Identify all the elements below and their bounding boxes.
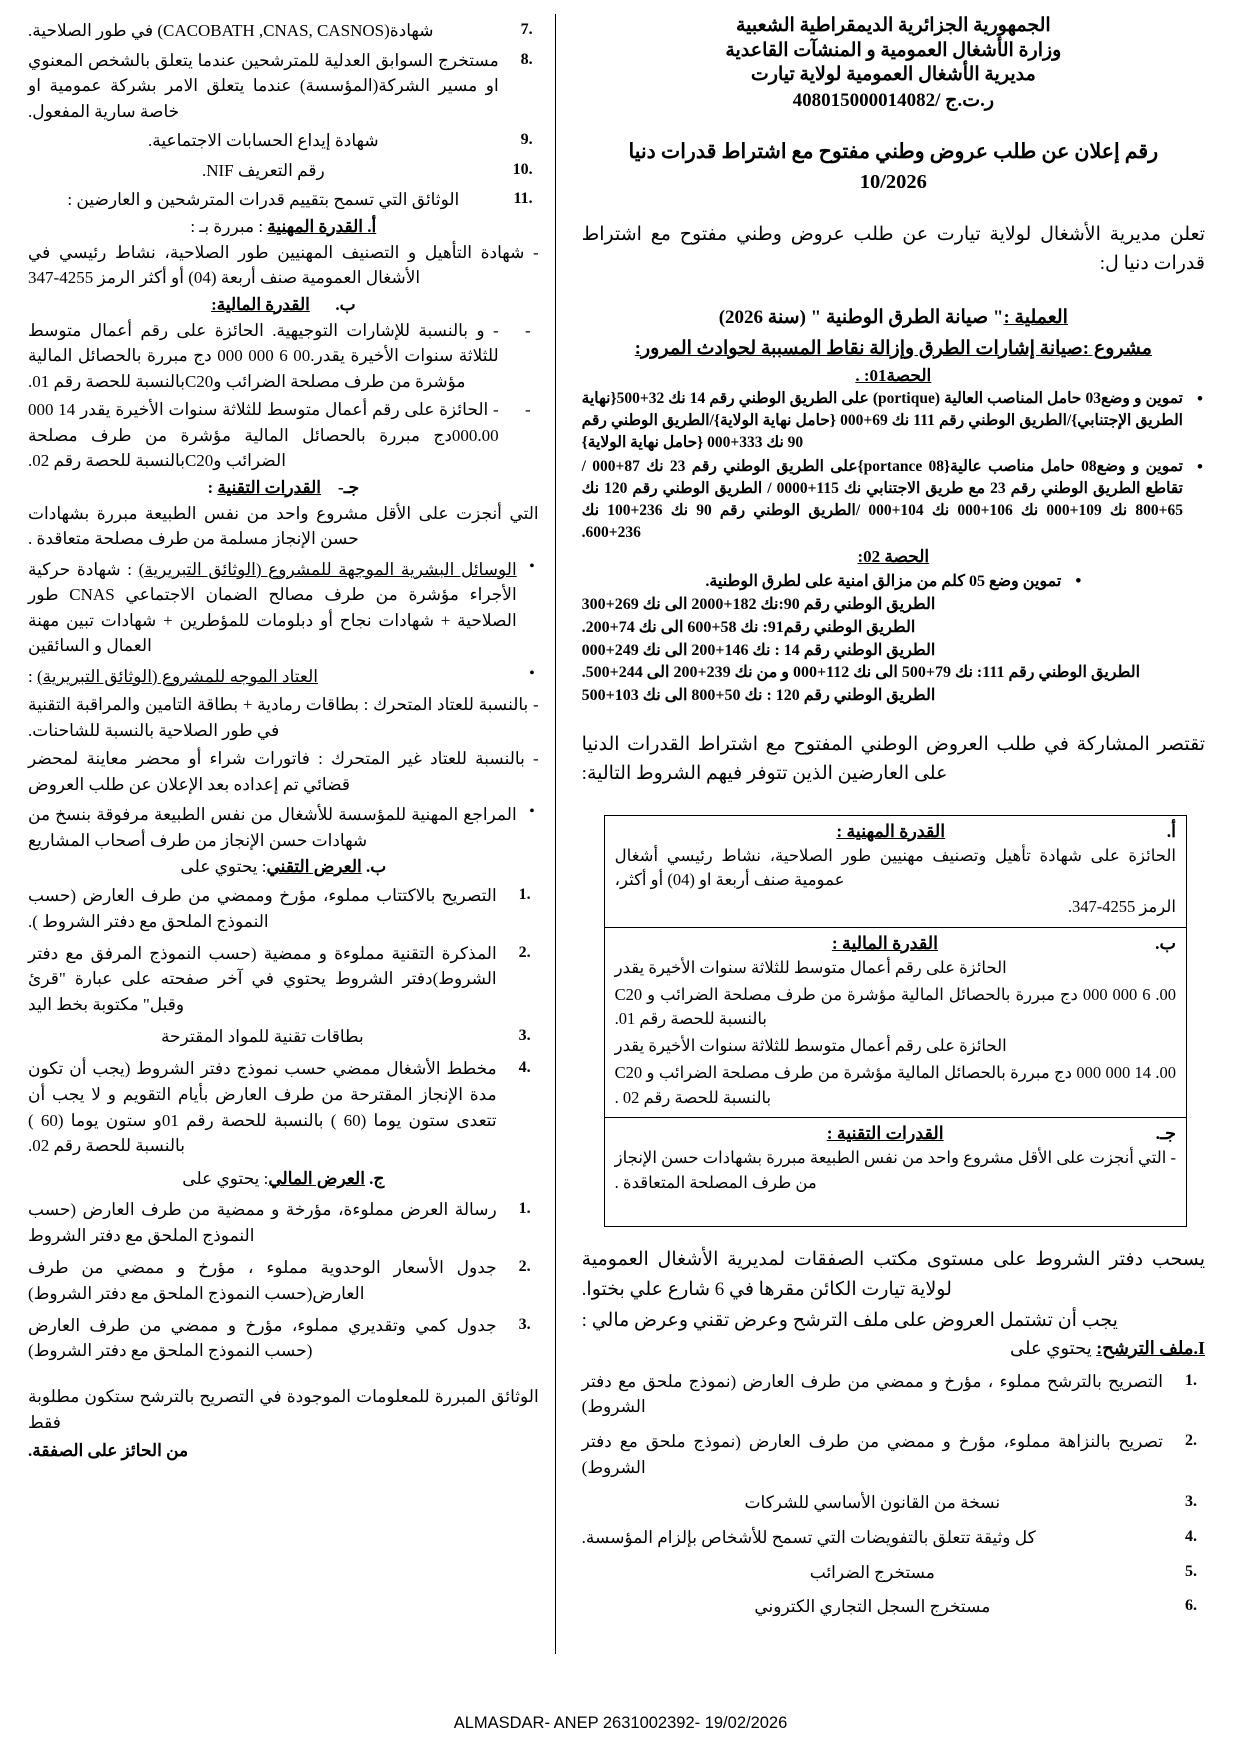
candidacy-item: مستخرج الضرائب (809, 1562, 935, 1582)
technical-offer-heading (28, 857, 539, 877)
conditions-label (615, 821, 1176, 842)
lot-2-road: الطريق الوطني رقم 90:نك 182+2000 الى نك 269+300 (581, 596, 936, 614)
lot-1-items (582, 388, 1205, 544)
left-item-11 (28, 187, 539, 213)
technical-offer-rest: : يحتوي على (180, 857, 267, 876)
conditions-label-text: القدرات التقنية : (826, 1123, 944, 1144)
technical-item: بطاقات تقنية للمواد المقترحة (160, 1027, 364, 1047)
left-item-10 (28, 158, 539, 184)
lot-1-heading (582, 366, 1205, 386)
capacity-b-line: - - الحائزة على رقم أعمال متوسط للثلاثة سنوات الأخيرة يقدر 14 000 000.00دج مبررة بالحصائل المالية مؤشرة من طرف مصلحة الضرائب وC20بالنسبة للحصة رقم 02. (28, 397, 539, 474)
candidacy-item: التصريح بالترشح مملوء ، مؤرخ و ممضي من طرف العارض (نموذج ملحق مع دفتر الشروط) (581, 1371, 1163, 1417)
capacity-b-label: القدرة المالية: (211, 294, 310, 314)
left-column (22, 14, 555, 1654)
conditions-label (615, 933, 1176, 954)
financial-offer-label: العرض المالي (268, 1169, 365, 1189)
conditions-row-financial (605, 928, 1186, 1119)
lot-2-road: الطريق الوطني رقم91: نك 58+600 الى نك 74+200. (581, 618, 916, 636)
candidacy-item: مستخرج السجل التجاري الكتروني (754, 1597, 991, 1617)
lot-1-item: • تموين و وضع08 حامل مناصب عالية{portance 08}على الطريق الوطني رقم 23 نك 87+000 / تقاطع الطريق الوطني رقم 23 مع طريق الاجتنابي نك 115+0000 / الطريق الوطني رقم 120 نك 65+800 نك 109+000 نك 106+000 نك 104+000 /الطريق الوطني رقم 90 نك 236+100 نك 236+600. (582, 456, 1205, 544)
right-column (555, 14, 1219, 1654)
project-title (582, 335, 1205, 364)
left-item-text: رقم التعريف NIF. (201, 160, 325, 180)
left-item-7 (28, 18, 539, 44)
project-label: مشروع : (1082, 337, 1152, 359)
lot-2-bullet: • تموين وضع 05 كلم من مزالق امنية على لطرق الوطنية. (582, 569, 1205, 594)
left-item-number: 7. (520, 21, 533, 38)
equipment-block (28, 664, 539, 690)
left-item-text: شهادة(CACOBATH ,CNAS, CASNOS) في طور الصلاحية. (28, 21, 434, 40)
capacity-b-line: - - و بالنسبة للإشارات التوجيهية. الحائزة على رقم أعمال متوسط للثلاثة سنوات الأخيرة يقدر.00 6 000 000 دج مبررة بالحصائل المالية مؤشرة من طرف مصلحة الضرائب وC20بالنسبة للحصة رقم 01. (28, 318, 539, 395)
lot-1-heading-text: الحصة01: . (855, 366, 932, 386)
financial-item: جدول كمي وتقديري مملوء، مؤرخ و ممضي من طرف العارض (حسب النموذج الملحق مع دفتر الشروط) (28, 1315, 497, 1361)
equipment-line: - بالنسبة للعتاد غير المتحرك : فاتورات شراء أو محضر معاينة لمحضر قضائي تم إعداده بعد الإعلان عن طلب العروض (28, 749, 539, 794)
candidacy-file-label: I.ملف الترشح: (1096, 1337, 1205, 1358)
operation-name: " صيانة الطرق الوطنية " (سنة 2026) (718, 307, 1004, 329)
human-means-block (28, 557, 539, 659)
withdraw-paragraph: يسحب دفتر الشروط على مستوى مكتب الصفقات لمديرية الأشغال العمومية لولاية تيارت الكائن مقرها في 6 شارع علي بختوا. (581, 1249, 1205, 1300)
must-include-paragraph: يجب أن تشتمل العروض على ملف الترشح وعرض تقني وعرض مالي : (581, 1310, 1118, 1332)
capacity-a-label: أ. القدرة المهنية (267, 216, 377, 236)
human-means-body: : شهادة حركية الأجراء مؤشرة من طرف مصالح الضمان الاجتماعي CNAS طور الصلاحية + شهادات نجاح أو دبلومات للمؤطرين + شهادات تبين مهنة العمال و السائقين (28, 559, 517, 655)
conditions-body-line: الحائزة على رقم أعمال متوسط للثلاثة سنوات الأخيرة يقدر (614, 957, 1007, 977)
equipment-rest: : (28, 666, 37, 686)
header-line-2: وزارة الأشغال العمومية و المنشآت القاعدية (725, 39, 1062, 61)
conditions-index: ب. (1155, 932, 1176, 953)
capacity-c-index: جـ- (338, 477, 360, 497)
header-line-3: مديرية الأشغال العمومية لولاية تيارت (750, 64, 1036, 86)
ministry-header (582, 14, 1205, 88)
equipment-label: العتاد الموجه للمشروع (الوثائق التبريرية) (37, 666, 318, 686)
conditions-row-technical (605, 1118, 1186, 1226)
left-item-number: 8. (520, 50, 533, 68)
technical-offer-label: العرض التقني (266, 857, 362, 876)
technical-item: المذكرة التقنية مملوءة و ممضية (حسب النموذج المرفق مع دفتر الشروط)دفتر الشروط يحتوي في آخر صفحته على عبارة "قرئ وقبل" مكتوبة بخط اليد (28, 943, 497, 1015)
references-bullet: • المراجع المهنية للمؤسسة للأشغال من نفس الطبيعة مرفوقة بنسخ من شهادات حسن الإنجاز من طرف أصحاب المشاريع (28, 802, 539, 853)
closing-paragraph: الوثائق المبررة للمعلومات الموجودة في التصريح بالترشح ستكون مطلوبة فقط (28, 1387, 539, 1432)
announcement-title (582, 138, 1205, 197)
participation-paragraph: تقتصر المشاركة في طلب العروض الوطني المفتوح مع اشتراط القدرات الدنيا على العارضين الذين تتوفر فيهم الشروط التالية: (581, 733, 1205, 785)
technical-items-list (28, 883, 539, 1159)
left-item-number: 11. (513, 190, 533, 207)
announcement-title-text: رقم إعلان عن طلب عروض وطني مفتوح مع اشتراط قدرات دنيا (628, 141, 1159, 164)
capacity-a-body: - شهادة التأهيل و التصنيف المهنيين طور الصلاحية، نشاط رئيسي في الأشغال العمومية صنف أربعة (04) أو أكثر الرمز 4255-347 (28, 242, 539, 287)
human-means-label: الوسائل البشرية الموجهة للمشروع (الوثائق التبريرية) (138, 559, 517, 579)
conditions-row-professional (605, 816, 1186, 928)
footer-anep: ALMASDAR- ANEP 2631002392- 19/02/2026 (453, 1714, 788, 1732)
financial-offer-rest: : يحتوي على (182, 1169, 269, 1189)
left-item-text: شهادة إيداع الحسابات الاجتماعية. (148, 131, 379, 150)
left-item-8 (28, 48, 539, 125)
conditions-body-line: الرمز 4255-347. (1067, 897, 1176, 917)
capacity-c-body: التي أنجزت على الأقل مشروع واحد من نفس الطبيعة مبررة بشهادات حسن الإنجاز مسلمة من طرف مصلحة متعاقدة . (28, 503, 539, 548)
technical-item: مخطط الأشغال ممضي حسب نموذج دفتر الشروط (يجب أن تكون مدة الإنجاز المقترحة من طرف العارض بأيام التقويم و لا يجب أن تتعدى ستون يوما (60 ) بالنسبة للحصة رقم 01و ستون يوما (60 ) بالنسبة للحصة رقم 02. (28, 1058, 497, 1156)
lot-2-heading-text: الحصة 02: (857, 547, 930, 567)
operation-label: العملية : (1003, 307, 1068, 329)
financial-offer-heading (28, 1169, 539, 1189)
left-item-9 (28, 128, 539, 154)
capacity-a-rest: : مبررة بـ : (190, 216, 268, 236)
candidacy-item: نسخة من القانون الأساسي للشركات (744, 1492, 1001, 1512)
capacity-b-heading (28, 295, 539, 315)
left-item-number: 10. (512, 160, 533, 178)
technical-offer-index: ب. (365, 857, 387, 876)
conditions-body-line: - التي أنجزت على الأقل مشروع واحد من نفس الطبيعة مبررة بشهادات حسن الإنجاز من طرف المصلحة المتعاقدة . (614, 1148, 1176, 1193)
operation-title (582, 304, 1205, 363)
candidacy-file-heading (582, 1338, 1205, 1359)
lot-1-item: • تموين و وضع03 حامل المناصب العالية (portique) على الطريق الوطني رقم 14 نك 32+500{نهاية الطريق الإجتنابي}/الطريق الوطني رقم 111 نك 69+000 {حامل نهاية الولاية}/الطريق الوطني رقم 90 نك 333+000 {حامل نهاية الولاية} (582, 388, 1205, 454)
conditions-body-line: الحائزة على شهادة تأهيل وتصنيف مهنيين طور الصلاحية، نشاط رئيسي أشغال عمومية صنف أربعة او (04) أو أكثر، (614, 845, 1176, 890)
candidacy-item: كل وثيقة تتعلق بالتفويضات التي تسمح للأشخاص بإلزام المؤسسة. (581, 1527, 1036, 1547)
lot-2-road: الطريق الوطني رقم 120 : نك 50+800 الى نك 103+500 (581, 686, 936, 704)
conditions-label-text: القدرة المالية : (831, 932, 938, 953)
financial-offer-index: ج. (369, 1169, 385, 1189)
equipment-line: - بالنسبة للعتاد المتحرك : بطاقات رمادية + بطاقة التامين والمراقبة التقنية في طور الصلاحية بالنسبة للشاحنات. (28, 695, 539, 740)
registry-number: ر.ت.ج /408015000014082 (792, 90, 995, 112)
conditions-body-line: 00. 14 000 000 دج مبررة بالحصائل المالية مؤشرة من طرف مصلحة الضرائب و C20 بالنسبة للحصة رقم 02 . (614, 1062, 1177, 1107)
capacity-c-rest: : (207, 477, 218, 497)
conditions-table (604, 815, 1187, 1228)
left-item-number: 9. (520, 131, 533, 148)
conditions-index: أ. (1166, 820, 1176, 841)
lot-2-road: الطريق الوطني رقم 14 : نك 146+200 الى نك 249+000 (581, 641, 936, 659)
capacity-c-heading (28, 478, 539, 498)
conditions-body-line: الحائزة على رقم أعمال متوسط للثلاثة سنوات الأخيرة يقدر (614, 1036, 1007, 1056)
technical-item: التصريح بالاكتتاب مملوء، مؤرخ وممضي من طرف العارض (حسب النموذج الملحق مع دفتر الشروط ). (28, 886, 497, 931)
candidacy-items-list (582, 1369, 1205, 1621)
conditions-label-text: القدرة المهنية : (836, 820, 946, 841)
conditions-label (615, 1123, 1176, 1144)
capacity-b-index: ب. (335, 294, 356, 314)
announcement-number: 10/2026 (859, 170, 927, 193)
lot-2-road: الطريق الوطني رقم 111: نك 79+500 الى نك 112+000 و من نك 239+200 الى 244+500. (581, 664, 1141, 682)
capacity-a-heading (28, 217, 539, 237)
closing-bold: من الحائز على الصفقة. (28, 1441, 189, 1461)
lot-2-heading (582, 547, 1205, 567)
financial-items-list (28, 1197, 539, 1364)
left-item-text: الوثائق التي تسمح بتقييم قدرات المترشحين و العارضين : (67, 190, 460, 209)
header-line-1: الجمهورية الجزائرية الديمقراطية الشعبية (735, 15, 1051, 36)
left-item-text: مستخرج السوابق العدلية للمترشحين عندما يتعلق بالشخص المعنوي او مسير الشركة(المؤسسة) عندما يتعلق الامر بشركة عمومية او خاصة سارية المفعول. (28, 50, 499, 121)
project-name: صيانة إشارات الطرق وإزالة نقاط المسببة لحوادث المرور: (634, 337, 1083, 359)
conditions-index: جـ. (1155, 1123, 1176, 1144)
financial-item: رسالة العرض مملوءة، مؤرخة و ممضية من طرف العارض (حسب النموذج الملحق مع دفتر الشروط (28, 1200, 497, 1246)
two-column-body (22, 14, 1219, 1654)
candidacy-file-suffix: يحتوي على (1010, 1337, 1097, 1358)
conditions-body-line: 00. 6 000 000 دج مبررة بالحصائل المالية مؤشرة من طرف مصلحة الضرائب و C20 بالنسبة للحصة رقم 01. (614, 984, 1177, 1029)
candidacy-item: تصريح بالنزاهة مملوء، مؤرخ و ممضي من طرف العارض (نموذج ملحق مع دفتر الشروط) (581, 1432, 1163, 1478)
financial-item: جدول الأسعار الوحدوية مملوء ، مؤرخ و ممضي من طرف العارض(حسب النموذج الملحق مع دفتر الشروط) (28, 1257, 497, 1303)
capacity-c-label: القدرات التقنية (217, 477, 322, 497)
intro-paragraph: تعلن مديرية الأشغال لولاية تيارت عن طلب عروض وطني مفتوح مع اشتراط قدرات دنيا ل: (581, 223, 1205, 274)
